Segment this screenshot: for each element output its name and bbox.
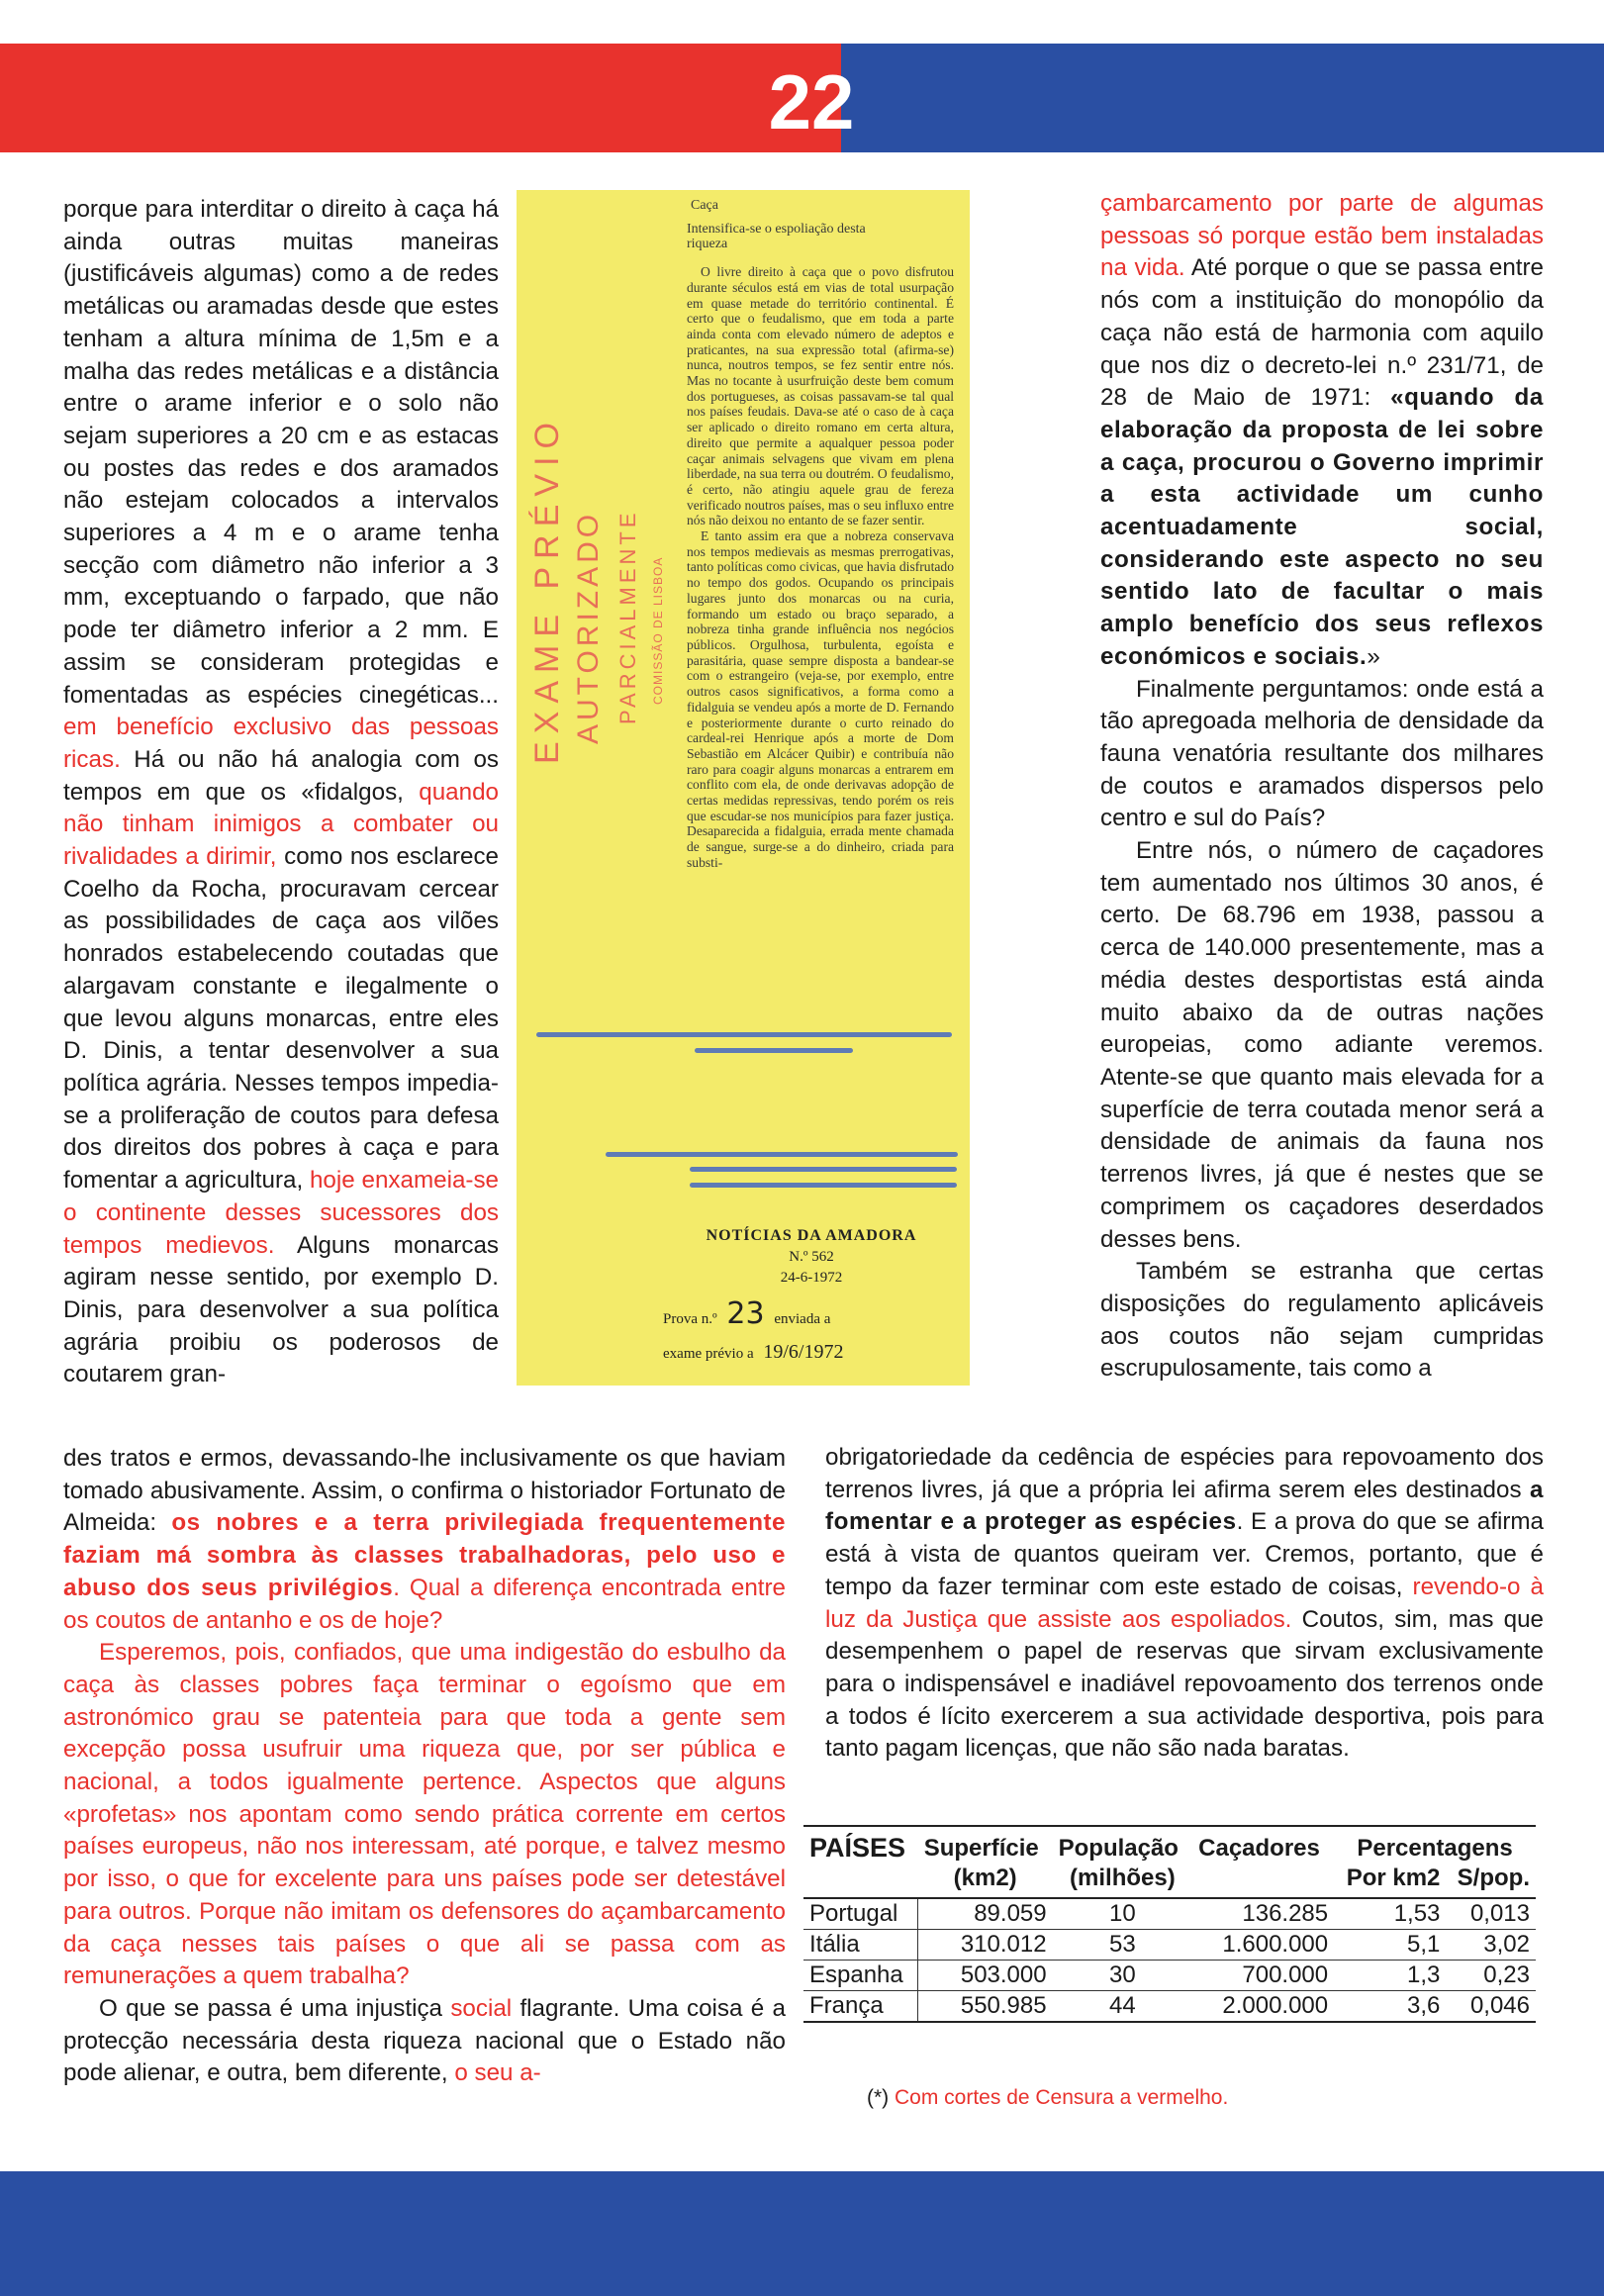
table-header-row [803,1826,1536,1864]
table-cell: 30 [1053,1961,1193,1991]
newspaper-name: NOTÍCIAS DA AMADORA [706,1227,917,1244]
table-cell: França [803,1991,918,2023]
table-row [803,1991,1536,2023]
table-cell: 503.000 [918,1961,1053,1991]
censor-stamp-authorized: AUTORIZADO [572,510,605,744]
table-cell: 10 [1053,1898,1193,1930]
table-header: Percentagens [1334,1826,1536,1864]
left-wide-column [63,1443,786,2090]
clipping-text [687,198,954,871]
wide-paragraph: Esperemos, pois, confiados, que uma indigestão do esbulho da caça às classes pobres faça terminar o egoísmo que em astronómico grau se patenteia para que toda a gente sem excepção possa usufruir uma riqueza que, por ser pública e nacional, a todos igualmente pertence. Aspectos que alguns «profetas» nos apontam como sendo prática corrente em certos países europeus, não nos interessam, até porque, e talvez mesmo por isso, o que for excelente para uns países pode ser detestável para outros. Porque não imitam os defensores do açambarcamento da caça nesses tais países o que ali se passa com as remunerações a quem trabalha? [63,1639,786,1990]
exam-date: 19/6/1972 [763,1341,844,1363]
table-cell: 89.059 [918,1898,1053,1930]
table-cell: 44 [1053,1991,1193,2023]
table-cell: Espanha [803,1961,918,1991]
left-column [63,194,499,1391]
censor-strike [690,1183,957,1188]
table-cell: Itália [803,1930,918,1961]
right-wide-paragraph: obrigatoriedade da cedência de espécies para repovoamento dos terrenos livres, já que a própria lei afirma serem eles destinados a fomentar e a proteger as espécies. E a prova do que se afirma está à vista de quantos queiram ver. Cremos, portanto, que é tempo da fazer terminar com este estado de coisas, revendo-o à luz da Justiça que assiste aos espoliados. Coutos, sim, mas que desempenhem o papel de reservas que sirvam exclusivamente para o indispensável e inadiável repovoamento dos terrenos onde a todos é lícito exercerem a sua actividade desportiva, pois para tanto pagam licenças, que não são nada baratas. [825,1444,1545,1763]
table-cell: 136.285 [1192,1898,1334,1930]
table-row [803,1898,1536,1930]
clipping-footer [663,1227,960,1364]
right-paragraph: Entre nós, o número de caçadores tem aumentado nos últimos 30 anos, é certo. De 68.796 em 1938, passou a cerca de 140.000 presentemente, mas a média destes desportistas está ainda muito abaixo da de outras nações europeias, como adiante veremos. Atente-se que quanto mais elevada for a superfície de terra coutada menor será a densidade de animais da fauna nos terrenos livres, já que é nestes que se comprimem os caçadores deserdados desses bens. [1100,837,1544,1253]
table-cell: 1.600.000 [1192,1930,1334,1961]
censor-stamp-exam: EXAME PRÉVIO [528,415,566,764]
table-cell: 3,02 [1446,1930,1536,1961]
clipping-section: Caça [691,198,718,213]
table-subheader [1192,1864,1334,1898]
table-cell: 1,53 [1334,1898,1446,1930]
table-header: Caçadores [1192,1826,1334,1864]
table-cell: 3,6 [1334,1991,1446,2023]
right-paragraph: çambarcamento por parte de algumas pessoas só porque estão bem instaladas na vida. Até porque o que se passa entre nós com a instituição do monopólio da caça não está de harmonia com aquilo que nos diz o decreto-lei n.º 231/71, de 28 de Maio de 1971: «quando da elaboração da proposta de lei sobre a caça, procurou o Governo imprimir a esta actividade um cunho acentuadamente social, considerando este aspecto no seu sentido lato de facultar o mais amplo benefício dos seus reflexos económicos e sociais.» [1100,190,1545,670]
table-row [803,1930,1536,1961]
proof-line: Prova n.º 23 enviada a [663,1296,831,1331]
table-header: População [1053,1826,1193,1864]
table-cell: Portugal [803,1898,918,1930]
exam-line: exame prévio a 19/6/1972 [663,1341,844,1363]
wide-paragraph: des tratos e ermos, devassando-lhe inclusivamente os que haviam tomado abusivamente. Assim, o confirma o historiador Fortunato de Almeida: os nobres e a terra privilegiada frequentemente faziam má sombra às classes trabalhadoras, pelo uso e abuso dos seus privilégios. Qual a diferença encontrada entre os coutos de antanho e os de hoje? [63,1445,786,1634]
table-cell: 5,1 [1334,1930,1446,1961]
table-cell: 310.012 [918,1930,1053,1961]
clipping-paragraph: E tanto assim era que a nobreza conservava nos tempos medievais as mesmas prerrogativas, tanto políticas como civicas, que havia disfrutado no tempo dos godos. Ocupando os principais lugares junto dos monarcas ou na curia, formando um estado ou braço separado, a nobreza tinha grande influência nos negócios públicos. Orgulhosa, turbulenta, egoísta e parasitária, quase sempre disposta a bandear-se com o estrangeiro (veja-se, por exemplo, entre outros casos significativos, a forma como a fidalguia se vendeu após a morte de D. Fernando e posteriormente durante o curto reinado do cardeal-rei Henrique após a morte de Dom Sebastião em Alcácer Quibir) e contribuía não raro para coagir alguns monarcas a entrarem em conflito com ela, de onde derivavas adopção de certas medidas repressivas, tendo porém os reis que escudar-se nos municípios para fazer justiça. Desaparecida a fidalguia, errada mente chamada de sangue, surge-se a do dinheiro, criada para substi- [687,528,954,870]
table-header: PAÍSES [803,1826,918,1864]
header-blue-band [841,44,1604,152]
table-cell: 0,013 [1446,1898,1536,1930]
proof-number: 23 [726,1296,765,1331]
censor-stamp-partial: PARCIALMENTE [615,509,640,724]
censor-strike [695,1048,853,1053]
statistics-table [803,1825,1536,2023]
clipping-headline: Intensifica-se o espoliação desta riqueza [687,221,866,252]
table-cell: 550.985 [918,1991,1053,2023]
left-paragraph: porque para interditar o direito à caça há ainda outras muitas maneiras (justificáveis algumas) como a de redes metálicas ou aramadas desde que estes tenham a altura mínima de 1,5m e a malha das redes metálicas e a distância entre o arame inferior e o solo não sejam superiores a 20 cm e as estacas ou postes das redes e dos aramados não estejam colocados a intervalos superiores a 4 m e o arame tenha secção com diâmetro não inferior a 3 mm, exceptuando o farpado, que não pode ter diâmetro inferior a 2 mm. E assim se consideram protegidas e fomentadas as espécies cinegéticas... em benefício exclusivo das pessoas ricas. Há ou não há analogia com os tempos em que os «fidalgos, quando não tinham inimigos a combater ou rivalidades a dirimir, como nos esclarece Coelho da Rocha, procuravam cercear as possibilidades de caça aos vilões honrados estabelecendo coutadas que alargavam constante e ilegalmente o que levou alguns monarcas, entre eles D. Dinis, a tentar desenvolver a sua política agrária. Nesses tempos impedia-se a proliferação de coutos para defesa dos direitos dos pobres à caça e para fomentar a agricultura, hoje enxameia-se o continente desses sucessores dos tempos medievos. Alguns monarcas agiram nesse sentido, por exemplo D. Dinis, para desenvolver a sua política agrária proibiu os poderosos de coutarem gran- [63,196,499,1388]
censor-stamp-commission: COMISSÃO DE LISBOA [651,556,665,705]
table-cell: 0,23 [1446,1961,1536,1991]
censor-strike [606,1152,958,1157]
table-cell: 53 [1053,1930,1193,1961]
table-cell: 0,046 [1446,1991,1536,2023]
header-red-band [0,44,841,152]
table-subheader: Por km2 [1334,1864,1446,1898]
table-cell: 700.000 [1192,1961,1334,1991]
wide-paragraph: O que se passa é uma injustiça social flagrante. Uma coisa é a protecção necessária desta riqueza nacional que o Estado não pode alienar, e outra, bem diferente, o seu a- [63,1994,786,2087]
clipping-paragraph: O livre direito à caça que o povo disfrutou durante séculos está em vias de total usurpação em quase metade do território continental. É certo que o feudalismo, que em toda a parte ainda conta com elevado número de adeptos e praticantes, na sua expressão total (afirma-se) nunca, noutros tempos, se fez sentir entre nós. Mas no tocante à usurfruição deste bem comum dos portugueses, as coisas passavam-se tal qual nos países feudais. Dava-se até o caso de à caça ser aplicado o direito romano em certa altura, direito que permite a aqualquer pessoa poder caçar animais selvagens que vivam em plena liberdade, na sua terra ou doutrém. O feudalismo, é certo, não atingiu aquele grau de fereza verificado noutros países, mas o seu influxo entre nós não deixou no entanto de se fazer sentir. [687,264,954,528]
table-cell: 1,3 [1334,1961,1446,1991]
issue-date: 24-6-1972 [780,1270,843,1286]
censor-strike [536,1032,952,1037]
right-wide-column [825,1442,1544,1766]
right-column [1100,188,1544,1386]
table-row [803,1961,1536,1991]
table-subheader [803,1864,918,1898]
table-subheader-row [803,1864,1536,1898]
table-cell: 2.000.000 [1192,1991,1334,2023]
censor-strike [690,1167,957,1172]
table-subheader: S/pop. [1446,1864,1536,1898]
table-subheader: (milhões) [1053,1864,1193,1898]
footnote: (*) Com cortes de Censura a vermelho. [867,2086,1229,2109]
issue-number: N.º 562 [789,1249,834,1265]
table-subheader: (km2) [918,1864,1053,1898]
right-paragraph: Finalmente perguntamos: onde está a tão apregoada melhoria de densidade da fauna venatória resultante dos milhares de coutos e aramados dispersos pelo centro e sul do País? [1100,675,1544,832]
footer-bar [0,2171,1604,2296]
table-header: Superfície [918,1826,1053,1864]
newspaper-clipping [517,190,970,1386]
right-paragraph: Também se estranha que certas disposições do regulamento aplicáveis aos coutos não sejam cumpridas escrupulosamente, tais como a [1100,1258,1544,1383]
page-number: 22 [768,58,855,145]
